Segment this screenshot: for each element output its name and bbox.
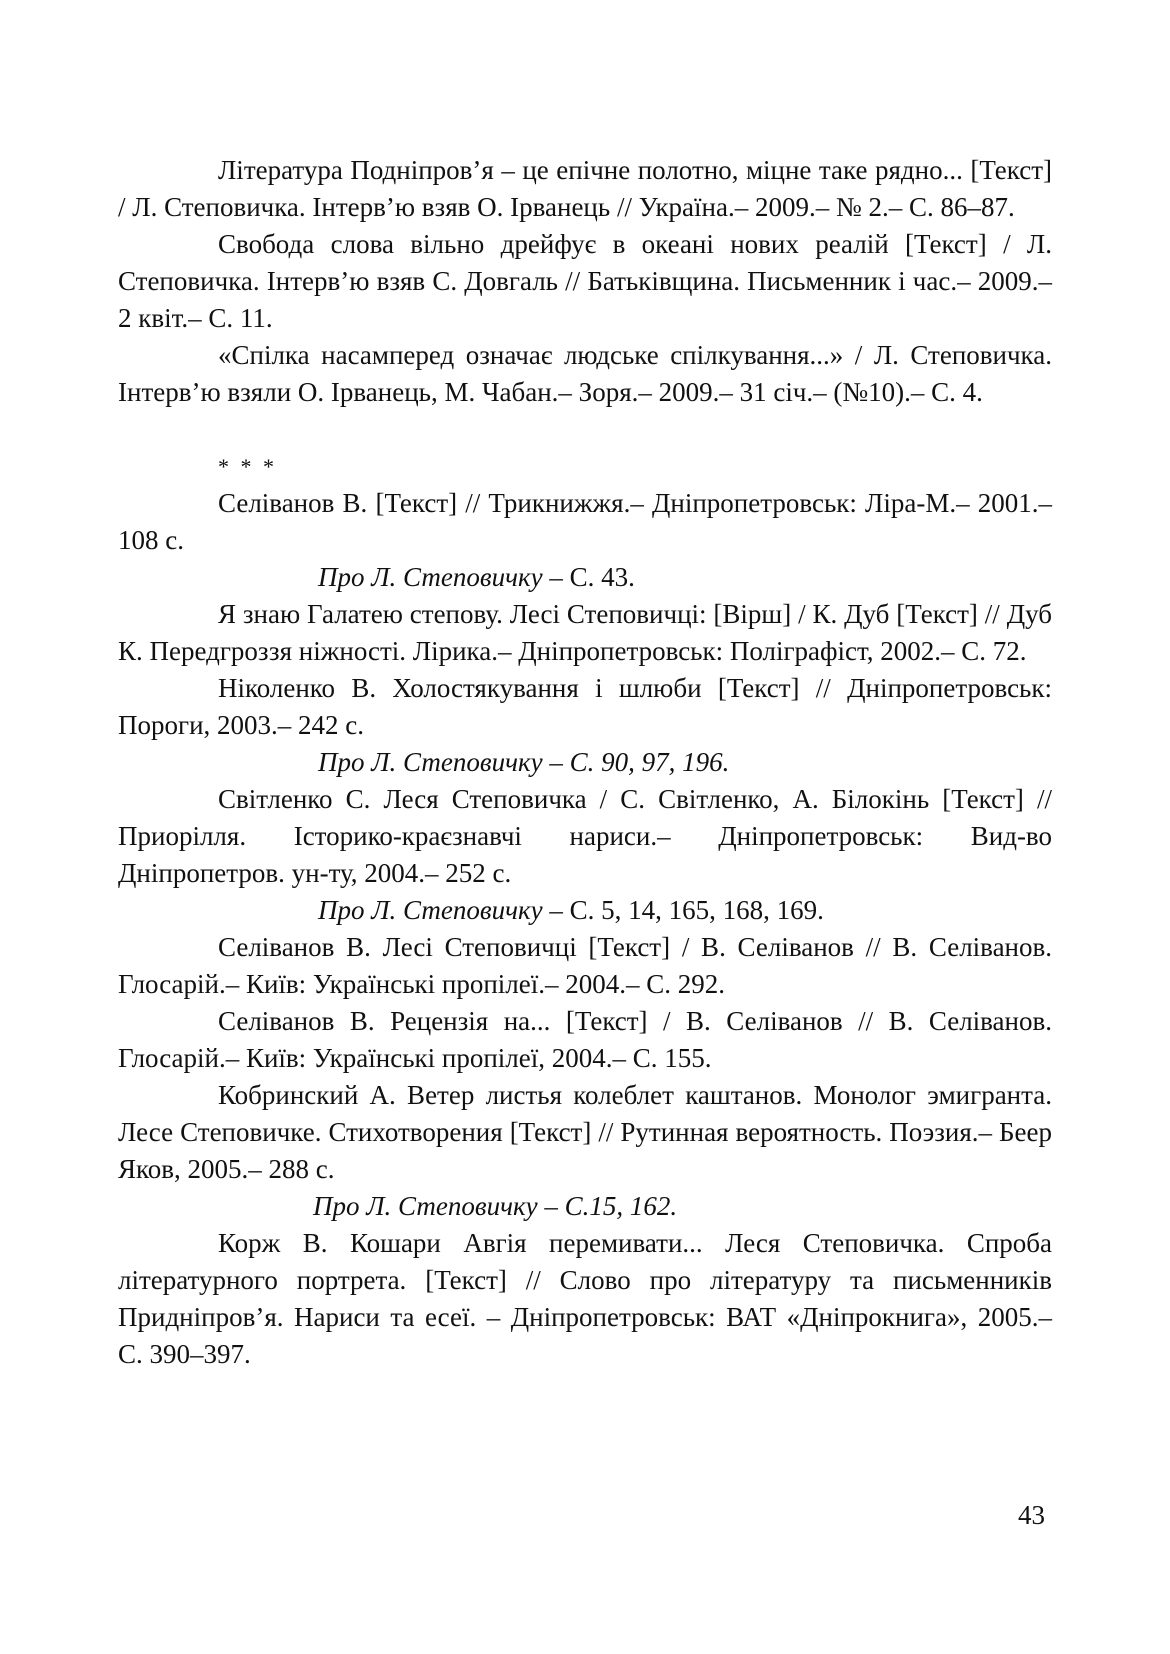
document-page bbox=[118, 152, 1052, 1373]
bibliography-entry: Ніколенко В. Холостякування і шлюби [Текст] // Дніпропетровськ: Пороги, 2003.– 242 с. bbox=[118, 673, 1052, 740]
annotation-note bbox=[118, 892, 1052, 929]
annotation-note bbox=[118, 744, 1052, 781]
note-pages: С. 5, 14, 165, 168, 169. bbox=[562, 895, 824, 925]
bibliography-entry: Література Подніпров’я – це епічне полотно, міцне таке рядно... [Текст] / Л. Степовичка. Інтерв’ю взяв О. Ірванець // Україна.– 2009.– № 2.– С. 86–87. bbox=[118, 155, 1052, 222]
bibliography-entry: «Спілка насамперед означає людське спілкування...» / Л. Степовичка. Інтерв’ю взяли О. Ірванець, М. Чабан.– Зоря.– 2009.– 31 січ.– (№10).– С. 4. bbox=[118, 340, 1052, 407]
bibliography-entry: Селіванов В. Рецензія на... [Текст] / В. Селіванов // В. Селіванов. Глосарій.– Київ: Українські пропілеї, 2004.– С. 155. bbox=[118, 1006, 1052, 1073]
page-number: 43 bbox=[1018, 1500, 1045, 1530]
note-italic: Про Л. Степовичку – С. 90, 97, 196. bbox=[318, 747, 730, 777]
note-italic: Про Л. Степовичку – С.15, 162. bbox=[313, 1191, 678, 1221]
bibliography-entry: Селіванов В. [Текст] // Трикнижжя.– Дніпропетровськ: Ліра-М.– 2001.– 108 с. bbox=[118, 488, 1052, 555]
note-italic: Про Л. Степовичку – bbox=[318, 562, 563, 592]
bibliography-entry: Свобода слова вільно дрейфує в океані нових реалій [Текст] / Л. Степовичка. Інтерв’ю взяв С. Довгаль // Батьківщина. Письменник і час.– 2009.– 2 квіт.– С. 11. bbox=[118, 229, 1052, 333]
bibliography-entry: Селіванов В. Лесі Степовичці [Текст] / В. Селіванов // В. Селіванов. Глосарій.– Київ: Українські пропілеї.– 2004.– С. 292. bbox=[118, 932, 1052, 999]
annotation-note bbox=[118, 1188, 1052, 1225]
annotation-note bbox=[118, 559, 1052, 596]
bibliography-entry: Світленко С. Леся Степовичка / С. Світленко, А. Білокінь [Текст] // Приорілля. Історико-краєзнавчі нариси.– Дніпропетровськ: Вид-во Дніпропетров. ун-ту, 2004.– 252 с. bbox=[118, 784, 1052, 888]
note-italic: Про Л. Степовичку – bbox=[318, 895, 563, 925]
section-separator: * * * bbox=[218, 454, 277, 479]
note-pages: С. 43. bbox=[562, 562, 635, 592]
bibliography-entry: Я знаю Галатею степову. Лесі Степовичці: [Вірш] / К. Дуб [Текст] // Дуб К. Передгроззя ніжності. Лірика.– Дніпропетровськ: Поліграфіст, 2002.– С. 72. bbox=[118, 599, 1052, 666]
bibliography-entry: Корж В. Кошари Авгія перемивати... Леся Степовичка. Спроба літературного портрета. [Текст] // Слово про літературу та письменників Придніпров’я. Нариси та есеї. – Дніпропетровськ: ВАТ «Дніпрокнига», 2005.– С. 390–397. bbox=[118, 1228, 1052, 1369]
bibliography-entry: Кобринский А. Ветер листья колеблет каштанов. Монолог эмигранта. Лесе Степовичке. Стихотворения [Текст] // Рутинная вероятность. Поэзия.– Беер Яков, 2005.– 288 с. bbox=[118, 1080, 1052, 1184]
